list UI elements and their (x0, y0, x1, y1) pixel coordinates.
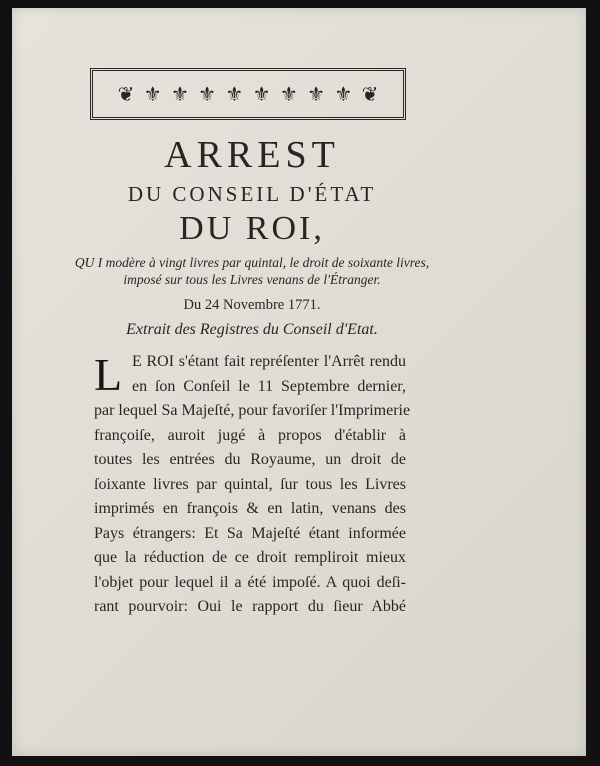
fleuron-icon: ⚜ (334, 82, 353, 106)
fleuron-icon: ⚜ (252, 82, 271, 106)
document-date: Du 24 Novembre 1771. (183, 297, 321, 313)
body-line: en ſon Conſeil le 11 Septembre dernier, (132, 377, 406, 395)
fleuron-icon: ❦ (361, 82, 379, 106)
body-line: que la réduction de ce droit rempliroit mieux (94, 549, 406, 566)
document-summary: QU I modère à vingt livres par quintal, le droit de soixante livres, imposé sur tous les Livres venans de l'Étranger. (74, 255, 430, 287)
body-line: par lequel Sa Majeſté, pour favoriſer l'Imprimerie (94, 402, 411, 419)
fleuron-icon: ⚜ (225, 82, 244, 106)
document-body (94, 349, 411, 620)
drop-cap: L (94, 349, 123, 400)
body-line: toutes les entrées du Royaume, un droit de (94, 451, 406, 468)
body-line: imprimés en françois & en latin, venans des (94, 500, 406, 517)
fleuron-icon: ⚜ (170, 82, 189, 106)
body-line: Pays étrangers: Et Sa Majeſté étant informée (94, 524, 406, 542)
fleuron-icon: ⚜ (198, 82, 217, 106)
fleuron-icon: ⚜ (279, 82, 298, 106)
fleuron-icon: ❦ (117, 82, 135, 106)
body-line: ſoixante livres par quintal, ſur tous les Livres (94, 475, 406, 493)
fleuron-icon: ⚜ (307, 82, 326, 106)
document-page (12, 8, 586, 756)
document-extract-heading: Extrait des Registres du Conseil d'Etat. (126, 321, 378, 338)
body-line: l'objet pour lequel il a été impoſé. A quoi deſi- (94, 573, 406, 591)
document-title: ARREST (164, 134, 340, 176)
body-line: rant pourvoir: Oui le rapport du ſieur Abbé (94, 598, 406, 615)
document-subtitle-2: DU ROI, (179, 210, 325, 247)
body-line: E ROI s'étant fait repréſenter l'Arrêt rendu (132, 353, 406, 370)
document-subtitle: DU CONSEIL D'ÉTAT (127, 182, 377, 206)
ornamental-header-band (90, 68, 406, 120)
body-line: françoiſe, auroit jugé à propos d'établir à (94, 426, 406, 444)
fleuron-icon: ⚜ (143, 82, 162, 106)
